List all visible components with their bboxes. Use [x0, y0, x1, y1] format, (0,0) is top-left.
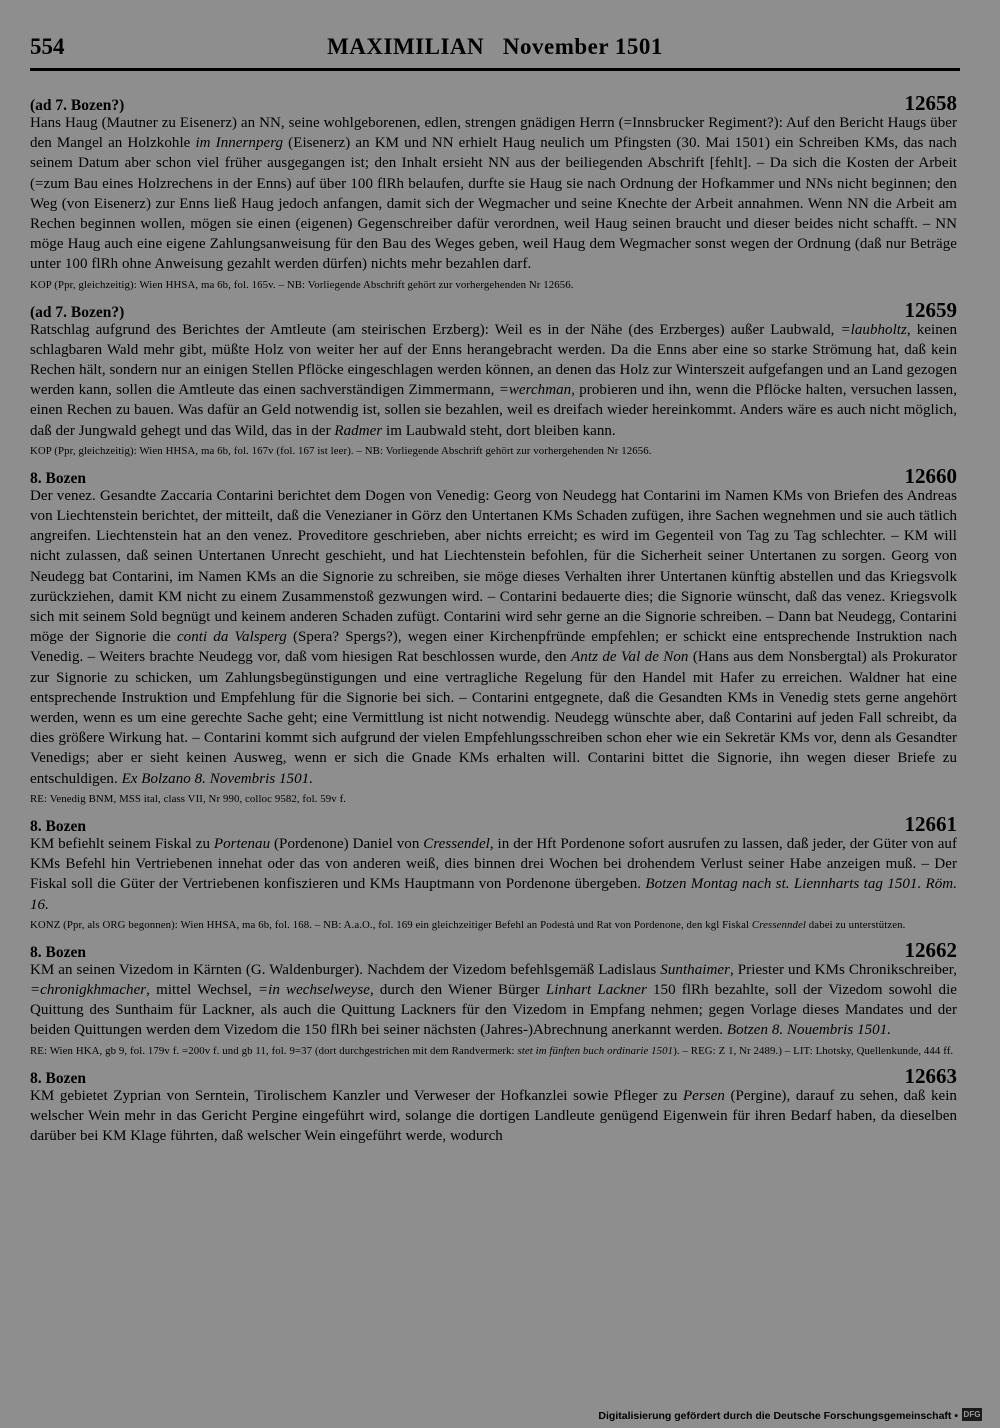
entry-number: 12660: [904, 463, 957, 488]
entry-place-date: 8. Bozen: [30, 1069, 86, 1087]
entry-body: KM befiehlt seinem Fiskal zu Portenau (Pordenone) Daniel von Cressendel, in der Hft Pordenone sofort ausrufen zu lassen, daß jeder, der Güter von auf KMs Befehl hin Vertriebenen innehat oder das von anderen weiß, dies binnen drei Wochen bei drohendem Verlust seiner Habe anzeigen muß. – Der Fiskal soll die Güter der Vertriebenen konfiszieren und KMs Hauptmann von Pordenone übergeben. Botzen Montag nach st. Liennharts tag 1501. Röm. 16.: [30, 835, 957, 913]
regest-entry: [30, 812, 957, 932]
entry-heading: [30, 464, 957, 486]
entry-number: 12659: [904, 297, 957, 322]
regest-entry: [30, 298, 957, 458]
regest-entry: [30, 938, 957, 1058]
entry-heading: [30, 1064, 957, 1086]
entry-heading: [30, 938, 957, 960]
entry-source-note: KOP (Ppr, gleichzeitig): Wien HHSA, ma 6b, fol. 165v. – NB: Vorliegende Abschrift gehört zur vorhergehenden Nr 12656.: [30, 278, 574, 291]
entry-place-date: 8. Bozen: [30, 943, 86, 961]
regest-entry: [30, 91, 957, 292]
entry-place-date: 8. Bozen: [30, 469, 86, 487]
page-number: 554: [30, 34, 65, 59]
entry-source-note: KOP (Ppr, gleichzeitig): Wien HHSA, ma 6b, fol. 167v (fol. 167 ist leer). – NB: Vorliegende Abschrift gehört zur vorhergehenden Nr 12656.: [30, 444, 652, 457]
entry-source-note: KONZ (Ppr, als ORG begonnen): Wien HHSA, ma 6b, fol. 168. – NB: A.a.O., fol. 169 ein gleichzeitiger Befehl an Podestà und Rat von Pordenone, den kgl Fiskal Cressenndel dabei zu unterstützen.: [30, 918, 906, 931]
regest-entry: [30, 464, 957, 806]
entries-list: [30, 91, 957, 1150]
entry-place-date: 8. Bozen: [30, 817, 86, 835]
running-title: MAXIMILIAN November 1501: [327, 34, 663, 59]
entry-body: KM gebietet Zyprian von Serntein, Tirolischem Kanzler und Verweser der Hofkanzlei sowie Pfleger zu Persen (Pergine), darauf zu sehen, daß kein welscher Wein mehr in das Gericht Pergine eingeführt wird, solange die dortigen Landleute genügend Eigenwein für ihren Bedarf haben, da dieselben darüber bei KM Klage führten, daß welscher Wein eingeführt werde, wodurch: [30, 1087, 957, 1144]
entry-number: 12658: [904, 91, 957, 115]
entry-body: KM an seinen Vizedom in Kärnten (G. Waldenburger). Nachdem der Vizedom befehlsgemäß Ladislaus Sunthaimer, Priester und KMs Chronikschreiber, =chronigkhmacher, mittel Wechsel, =in wechselweyse, durch den Wiener Bürger Linhart Lackner 150 flRh bezahlte, soll der Vizedom sowohl die Quittung des Sunthaim für Lackner, als auch die Quittung Lackners für den Vizedom in Empfang nehmen; gegen Vorlage dieses Mandates und der beiden Quittungen werden dem Vizedom die 150 flRh bei seiner nächsten (Jahres-)Abrechnung anerkannt werden. Botzen 8. Nouembris 1501.: [30, 961, 957, 1039]
header-rule: [30, 68, 960, 71]
entry-heading: [30, 91, 957, 113]
entry-heading: [30, 812, 957, 834]
entry-number: 12663: [904, 1063, 957, 1088]
entry-number: 12662: [904, 937, 957, 962]
entry-place-date: (ad 7. Bozen?): [30, 97, 125, 114]
page-header: [30, 34, 960, 68]
entry-source-note: RE: Venedig BNM, MSS ital, class VII, Nr 990, colloc 9582, fol. 59v f.: [30, 792, 347, 805]
entry-heading: [30, 298, 957, 320]
regest-entry: [30, 1064, 957, 1147]
entry-body: Ratschlag aufgrund des Berichtes der Amtleute (am steirischen Erzberg): Weil es in der Nähe (des Erzberges) außer Laubwald, =laubholtz, keinen schlagbaren Wald mehr gibt, müßte Holz von weiter her auf der Enns herangebracht werden. Da die Enns aber eine so starke Strömung hat, daß kein Rechen hält, sondern nur an einigen Stellen Pflöcke eingeschlagen werden können, an denen das Holz zur Winterszeit aufgefangen und an Land gezogen werden kann, sollen die Amtleute das einen sachverständigen Zimmermann, =werchman, probieren und ihn, wenn die Pflöcke halten, versuchen lassen, einen Rechen zu bauen. Was dafür an Geld notwendig ist, sollen sie bezahlen, weil es dreifach wieder hereinkommt. Anders wäre es auch nicht möglich, daß der Jungwald gehegt und das Wild, das in der Radmer im Laubwald steht, dort bleiben kann.: [30, 321, 957, 439]
dfg-logo-icon: DFG: [963, 1410, 981, 1419]
entry-source-note: RE: Wien HKA, gb 9, fol. 179v f. =200v f. und gb 11, fol. 9=37 (dort durchgestrichen mit dem Randvermerk: stet im fünften buch ordinarie 1501). – REG: Z 1, Nr 2489.) – LIT: Lhotsky, Quellenkunde, 444 ff.: [30, 1044, 954, 1057]
dfg-credit: Digitalisierung gefördert durch die Deutsche Forschungsgemeinschaft •: [598, 1410, 958, 1422]
entry-body: Hans Haug (Mautner zu Eisenerz) an NN, seine wohlgeborenen, edlen, strengen gnädigen Herrn (=Innsbrucker Regiment?): Auf den Bericht Haugs über den Mangel an Holzkohle im Innernperg (Eisenerz) an KM und NN erhielt Haug neulich um Pfingsten (30. Mai 1501) ein Schreiben KMs, das nach seinem Datum aber schon viel früher ausgegangen ist; den Inhalt ersieht NN aus der beiliegenden Abschrift [fehlt]. – Da sich die Kosten der Arbeit (=zum Bau eines Holzrechens in der Enns) auf über 100 flRh belaufen, durfte sie Haug sie nach Ordnung der Hofkammer und NNs nicht beginnen; den Weg (von Eisenerz) zur Enns ließ Haug jedoch anfangen, damit sich der Wegmacher und seine Knechte der Arbeit annahmen. Wenn NN die Arbeit am Rechen beginnen wollen, mögen sie einen (eigenen) Gegenschreiber dafür verordnen, weil Haug seinen braucht und dieser beides nicht schafft. – NN möge Haug auch eine eigene Zahlungsanweisung für den Bau des Weges geben, weil Haug dem Wegmacher sonst wegen der Ordnung (daß nur Beträge unter 100 flRh ohne Anweisung gezahlt werden dürfen) nichts mehr bezahlen darf.: [30, 115, 957, 273]
entry-place-date: (ad 7. Bozen?): [30, 303, 125, 321]
entry-body: Der venez. Gesandte Zaccaria Contarini berichtet dem Dogen von Venedig: Georg von Neudegg hat Contarini im Namen KMs von Briefen des Andreas von Liechtenstein berichtet, der mitteilt, daß die Venezianer in Görz den Untertanen KMs Schaden zufügen, ihre Sachen wegnehmen und sie auch tätlich angreifen. Liechtenstein hat an den venez. Proveditore geschrieben, aber nichts erreicht; es wird im Gegenteil von Tag zu Tag schlechter. – KM will nicht zulassen, daß seinen Untertanen Unrecht geschieht, und hat Liechtenstein befohlen, für die Sicherheit seiner Untertanen zu sorgen. Georg von Neudegg bat Contarini, im Namen KMs an die Signorie zu schreiben, sie möge dieses Verhalten ihrer Untertanen künftig abstellen und das Kriegsvolk zurückziehen, damit KM nicht zu einem Zusammenstoß gezwungen wird. – Contarini bedauerte dies; die Signorie wünscht, daß das venez. Kriegsvolk sich mit seinem Sold begnügt und keinem anderen Schaden zufügt. Contarini wird sehr gerne an die Signorie schreiben. – Dann bat Neudegg, Contarini möge der Signorie die conti da Valsperg (Spera? Spergs?), wegen einer Kirchenpfründe empfehlen; er schickt eine entsprechende Instruktion nach Venedig. – Weiters brachte Neudegg vor, daß vom hiesigen Rat beschlossen wurde, den Antz de Val de Non (Hans aus dem Nonsbergtal) als Prokurator zur Signorie zu schicken, um Zahlungsbegünstigungen und eine vertragliche Regelung für den Handel mit Hafer zu erreichen. Waldner hat eine entsprechende Instruktion und Empfehlung für die Signorie bei sich. – Contarini entgegnete, daß die Gesandten KMs in Venedig stets gerne angehört werden, wenn es um eine gerechte Sache geht; eine Vermittlung ist nicht notwendig. Neudegg wünschte aber, daß Contarini auf jeden Fall schreibt, da dies größere Wirkung hat. – Contarini kommt sich aufgrund der vielen Empfehlungsschreiben schon eher wie ein Sekretär KMs vor, denn als Gesandter Venedigs; aber er sieht keinen Ausweg, wenn er sich die Gnade KMs erhalten will. Contarini bittet die Signorie, ihn wegen dieser Briefe zu entschuldigen. Ex Bolzano 8. Novembris 1501.: [30, 487, 957, 787]
entry-number: 12661: [904, 811, 957, 836]
